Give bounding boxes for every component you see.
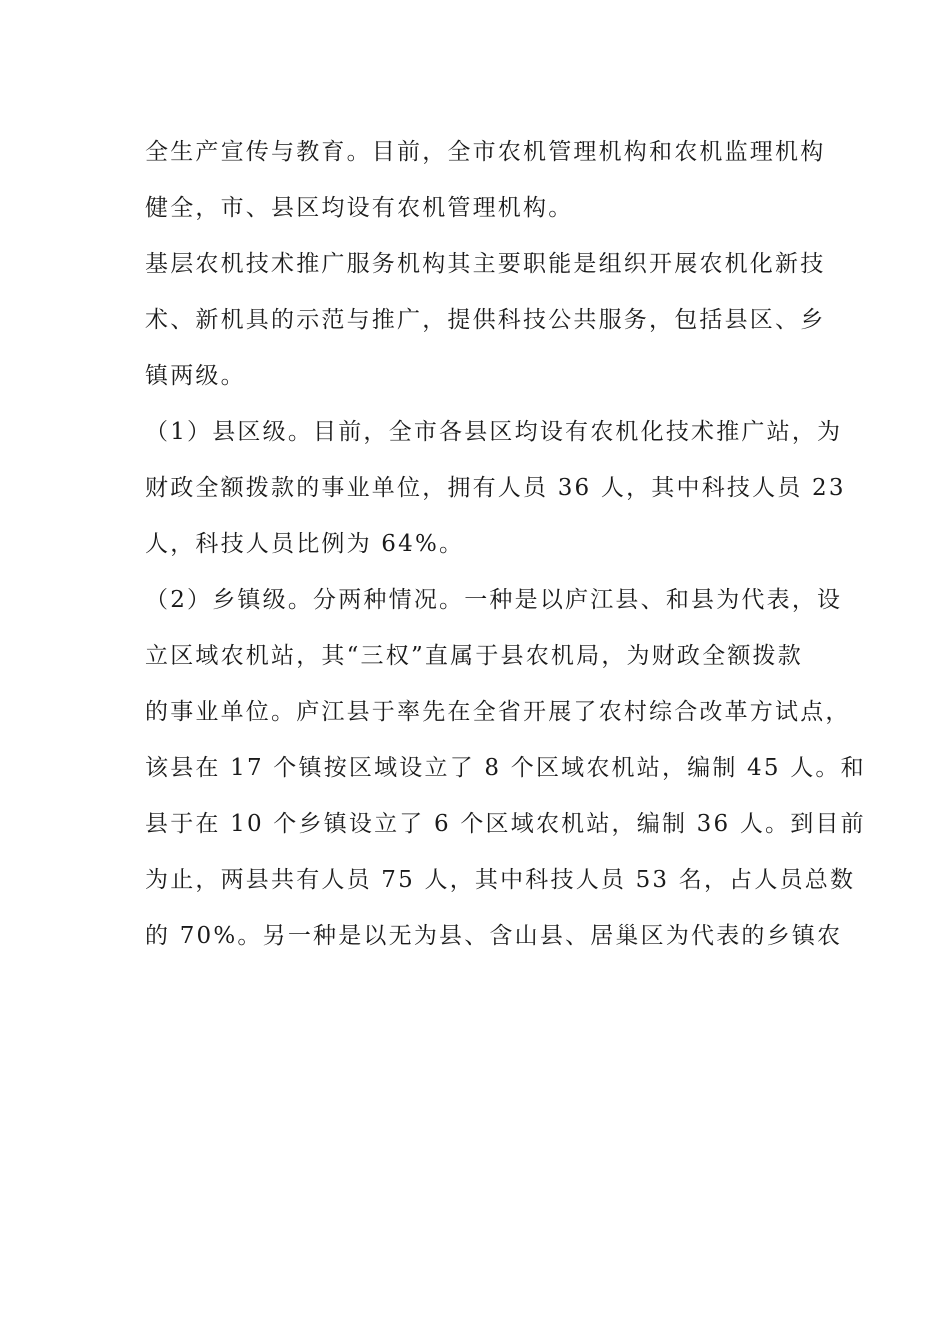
paragraph-line: 立区域农机站，其“三权”直属于县农机局，为财政全额拨款 (145, 643, 803, 669)
paragraph-4 (145, 576, 866, 960)
paragraph-line: 基层农机技术推广服务机构其主要职能是组织开展农机化新技 (145, 251, 826, 277)
paragraph-line: （2）乡镇级。分两种情况。一种是以庐江县、和县为代表，设 (145, 587, 843, 613)
paragraph-3 (145, 408, 846, 568)
paragraph-1 (145, 128, 826, 232)
paragraph-line: 术、新机具的示范与推广，提供科技公共服务，包括县区、乡 (145, 307, 826, 333)
paragraph-line: 镇两级。 (145, 363, 246, 389)
paragraph-line: （1）县区级。目前，全市各县区均设有农机化技术推广站，为 (145, 419, 843, 445)
paragraph-line: 的事业单位。庐江县于率先在全省开展了农村综合改革方试点， (145, 699, 851, 725)
paragraph-line: 全生产宣传与教育。目前，全市农机管理机构和农机监理机构 (145, 139, 826, 165)
paragraph-line: 县于在 10 个乡镇设立了 6 个区域农机站，编制 36 人。到目前 (145, 811, 866, 837)
paragraph-line: 人，科技人员比例为 64%。 (145, 531, 465, 557)
document-body (145, 128, 866, 960)
paragraph-2 (145, 240, 826, 400)
paragraph-line: 的 70%。另一种是以无为县、含山县、居巢区为代表的乡镇农 (145, 923, 843, 949)
paragraph-line: 该县在 17 个镇按区域设立了 8 个区域农机站，编制 45 人。和 (145, 755, 866, 781)
paragraph-line: 健全，市、县区均设有农机管理机构。 (145, 195, 574, 221)
paragraph-line: 为止，两县共有人员 75 人，其中科技人员 53 名，占人员总数 (145, 867, 856, 893)
paragraph-line: 财政全额拨款的事业单位，拥有人员 36 人，其中科技人员 23 (145, 475, 846, 501)
